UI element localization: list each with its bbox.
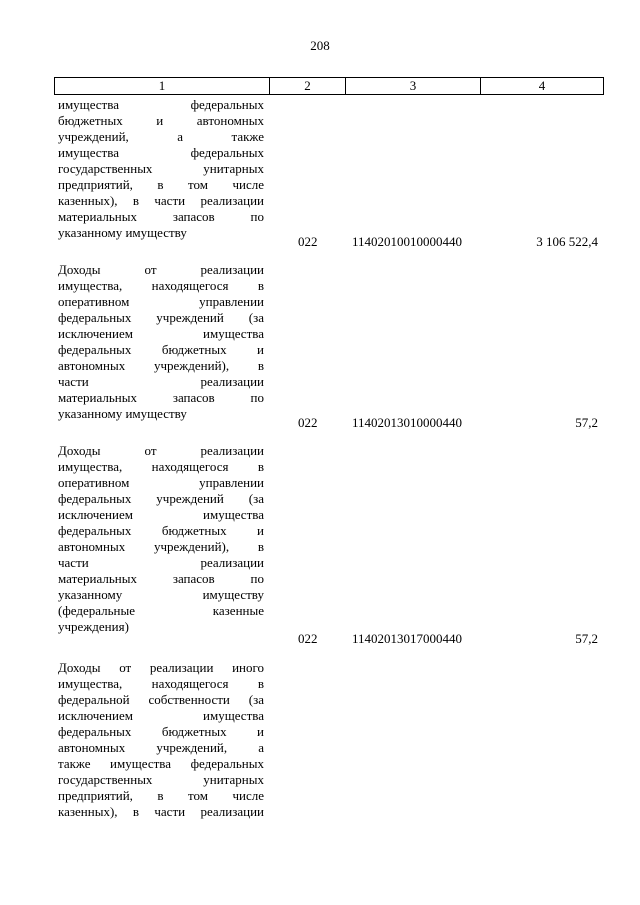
amount: 3 106 522,4 (536, 234, 598, 249)
description-line: (федеральные казенные (58, 603, 264, 618)
admin-code: 022 (298, 415, 318, 430)
description-line: Доходы от реализации иного (58, 660, 264, 675)
description-line: федеральных бюджетных и (58, 724, 264, 739)
description-line: имущества федеральных (58, 97, 264, 112)
description-line: части реализации (58, 374, 264, 389)
page-number: 208 (310, 38, 330, 53)
row-description (58, 443, 264, 635)
description-line: предприятий, в том числе (58, 177, 264, 192)
kbk-code: 11402013017000440 (352, 631, 463, 646)
description-line: имущества, находящегося в (58, 459, 264, 474)
row-description (58, 97, 264, 241)
admin-code: 022 (298, 631, 318, 646)
description-line: казенных), в части реализации (58, 804, 264, 819)
header-col-4: 4 (538, 78, 546, 93)
description-line: материальных запасов по (58, 571, 264, 586)
description-line: бюджетных и автономных (58, 113, 264, 128)
description-line: также имущества федеральных (58, 756, 264, 771)
description-line: автономных учреждений), в (58, 358, 264, 373)
description-line: материальных запасов по (58, 390, 264, 405)
description-line: исключением имущества (58, 326, 264, 341)
description-line: имущества федеральных (58, 145, 264, 160)
header-col-3: 3 (346, 78, 481, 94)
amount: 57,2 (575, 415, 598, 430)
description-line: указанному имуществу (58, 406, 187, 421)
description-line: казенных), в части реализации (58, 193, 264, 208)
description-line: указанному имуществу (58, 587, 264, 602)
description-line: учреждений, а также (58, 129, 264, 144)
row-description (58, 660, 264, 820)
description-line: Доходы от реализации (58, 443, 264, 458)
description-line: федеральных учреждений (за (58, 310, 264, 325)
row-description (58, 262, 264, 422)
description-line: автономных учреждений), в (58, 539, 264, 554)
description-line: федеральных бюджетных и (58, 342, 264, 357)
description-line: федеральных учреждений (за (58, 491, 264, 506)
description-line: федеральных бюджетных и (58, 523, 264, 538)
description-line: указанному имуществу (58, 225, 187, 240)
description-line: оперативном управлении (58, 475, 264, 490)
description-line: части реализации (58, 555, 264, 570)
admin-code: 022 (298, 234, 318, 249)
description-line: оперативном управлении (58, 294, 264, 309)
header-col-1: 1 (55, 78, 270, 94)
description-line: имущества, находящегося в (58, 676, 264, 691)
table-header (54, 77, 604, 95)
description-line: предприятий, в том числе (58, 788, 264, 803)
description-line: имущества, находящегося в (58, 278, 264, 293)
amount: 57,2 (575, 631, 598, 646)
description-line: исключением имущества (58, 507, 264, 522)
description-line: автономных учреждений, а (58, 740, 264, 755)
kbk-code: 11402013010000440 (352, 415, 463, 430)
kbk-code: 11402010010000440 (352, 234, 463, 249)
description-line: федеральной собственности (за (58, 692, 264, 707)
description-line: материальных запасов по (58, 209, 264, 224)
header-col-2: 2 (270, 78, 346, 94)
description-line: государственных унитарных (58, 772, 264, 787)
description-line: Доходы от реализации (58, 262, 264, 277)
description-line: государственных унитарных (58, 161, 264, 176)
description-line: исключением имущества (58, 708, 264, 723)
description-line: учреждения) (58, 619, 129, 634)
